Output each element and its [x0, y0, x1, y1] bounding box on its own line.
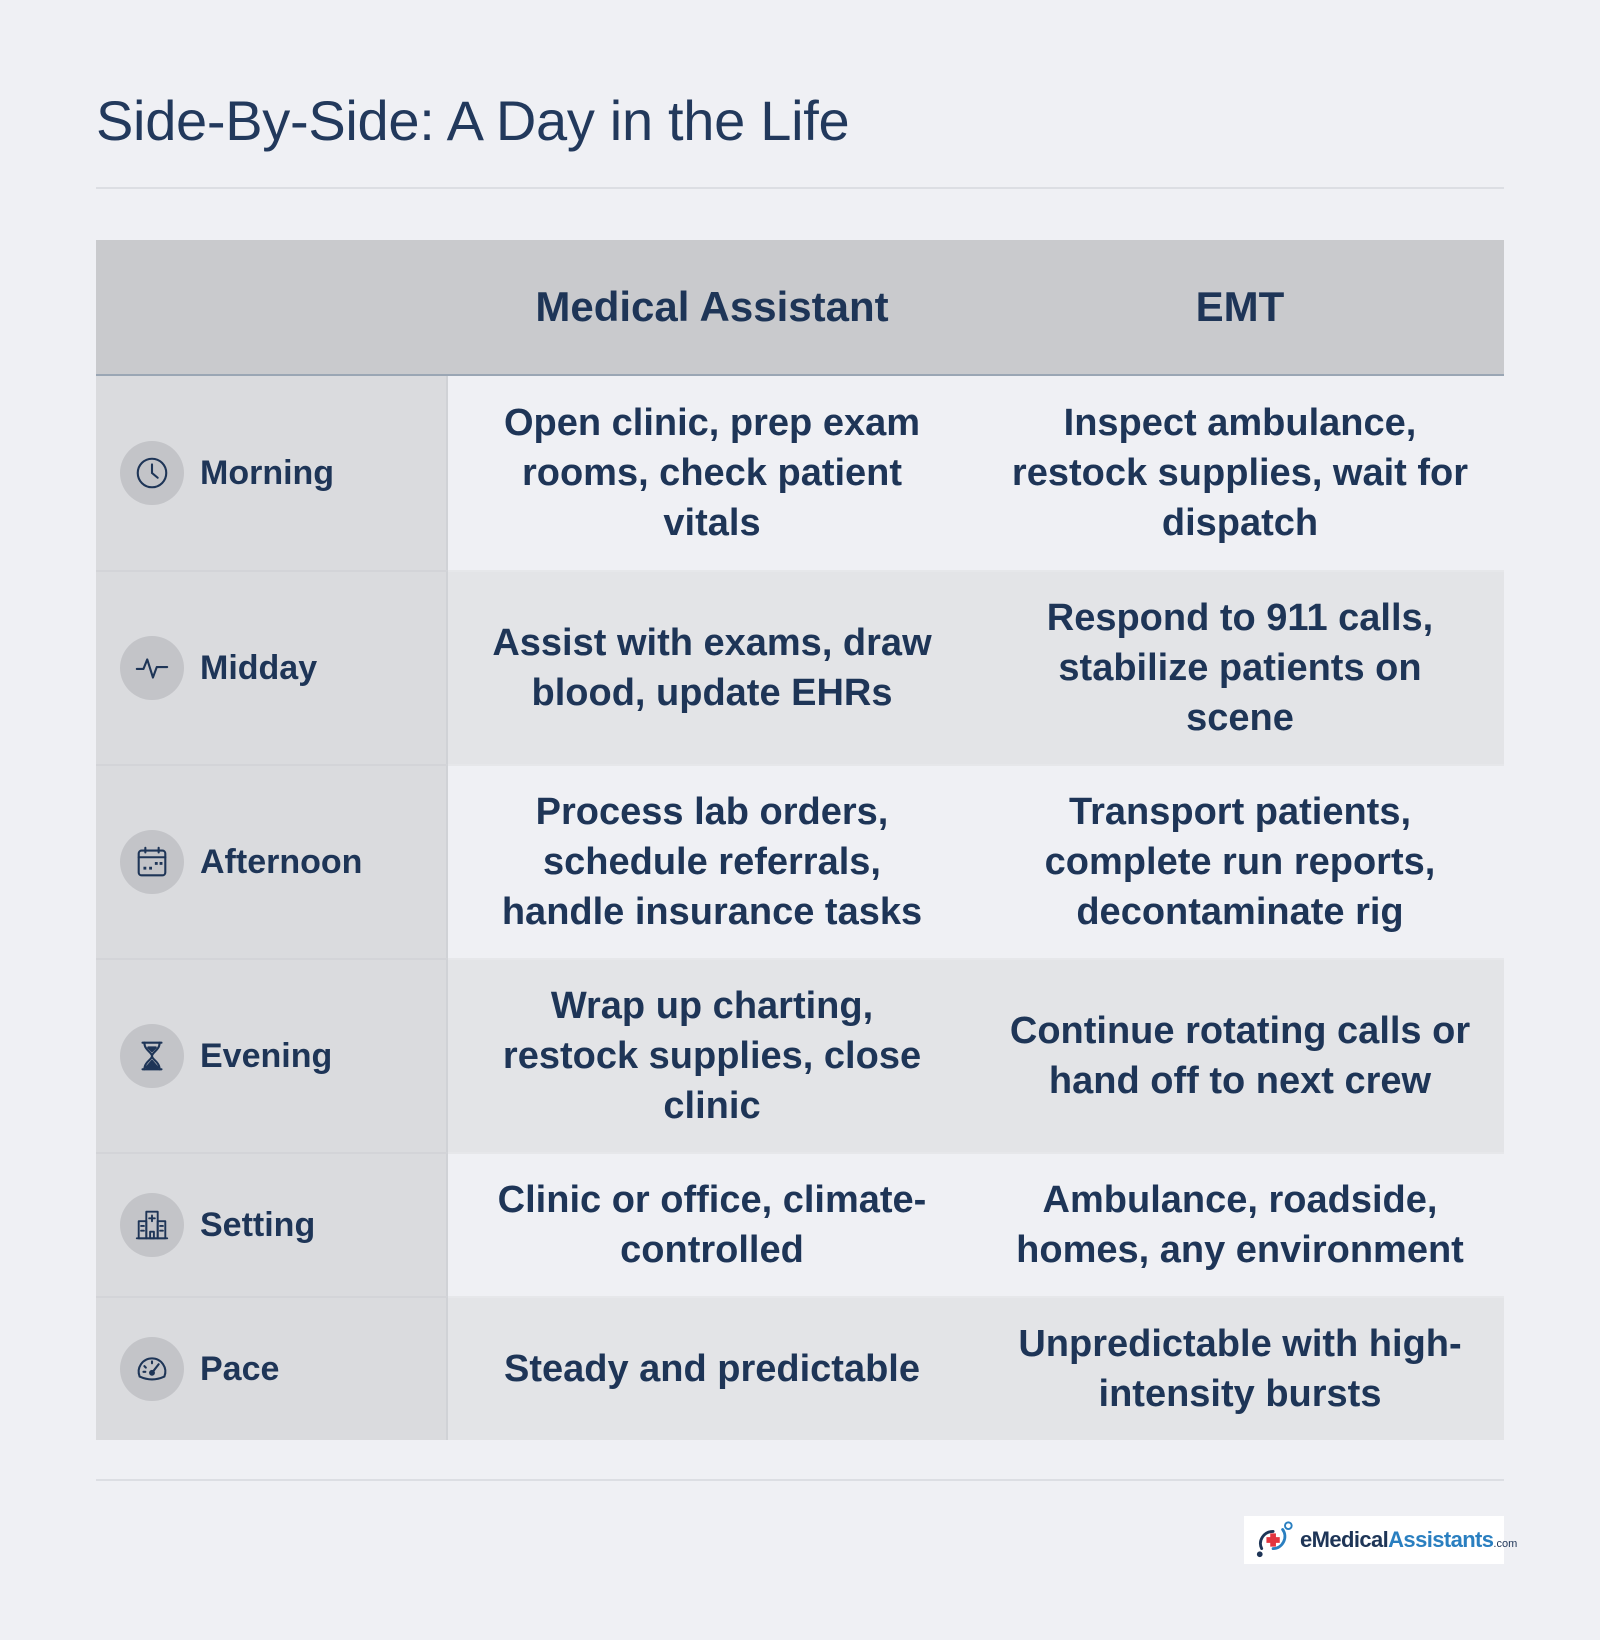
table-row-evening — [96, 958, 1504, 1152]
pulse-icon — [120, 636, 184, 700]
cell-medical-assistant: Open clinic, prep exam rooms, check patient vitals — [448, 376, 976, 570]
row-label-cell — [96, 376, 448, 570]
table-row-afternoon — [96, 764, 1504, 958]
cell-emt: Continue rotating calls or hand off to next crew — [976, 958, 1504, 1152]
top-divider — [96, 187, 1504, 189]
table-row-setting — [96, 1152, 1504, 1296]
brand-logo — [1244, 1516, 1518, 1564]
hospital-icon — [120, 1193, 184, 1257]
row-label: Evening — [200, 1036, 333, 1075]
row-label: Afternoon — [200, 842, 363, 881]
cell-emt: Inspect ambulance, restock supplies, wait for dispatch — [976, 376, 1504, 570]
logo-mark-icon — [1254, 1520, 1296, 1560]
clock-icon — [120, 441, 184, 505]
table-row-midday — [96, 570, 1504, 764]
cell-medical-assistant: Assist with exams, draw blood, update EHRs — [448, 570, 976, 764]
bottom-divider — [96, 1479, 1504, 1481]
row-label-cell — [96, 764, 448, 958]
page-title: Side-By-Side: A Day in the Life — [96, 89, 850, 152]
calendar-icon — [120, 830, 184, 894]
cell-medical-assistant: Clinic or office, climate-controlled — [448, 1152, 976, 1296]
cell-medical-assistant: Process lab orders, schedule referrals, handle insurance tasks — [448, 764, 976, 958]
row-label-cell — [96, 1152, 448, 1296]
row-label: Pace — [200, 1349, 280, 1388]
table-row-pace — [96, 1296, 1504, 1440]
column-header-emt: EMT — [1195, 283, 1285, 330]
cell-medical-assistant: Wrap up charting, restock supplies, close clinic — [448, 958, 976, 1152]
table-header — [96, 240, 1504, 376]
hourglass-icon — [120, 1024, 184, 1088]
cell-emt: Transport patients, complete run reports, decontaminate rig — [976, 764, 1504, 958]
row-label-cell — [96, 1296, 448, 1440]
speedometer-icon — [120, 1337, 184, 1401]
logo-text: eMedicalAssistants.com — [1300, 1527, 1518, 1552]
row-label: Midday — [200, 648, 318, 687]
column-header-medical-assistant: Medical Assistant — [535, 283, 889, 330]
row-label: Setting — [200, 1205, 316, 1244]
table-row-morning — [96, 376, 1504, 570]
cell-emt: Ambulance, roadside, homes, any environment — [976, 1152, 1504, 1296]
header-corner — [96, 240, 448, 374]
cell-medical-assistant: Steady and predictable — [448, 1296, 976, 1440]
row-label-cell — [96, 570, 448, 764]
cell-emt: Respond to 911 calls, stabilize patients on scene — [976, 570, 1504, 764]
comparison-table — [96, 240, 1504, 1440]
row-label: Morning — [200, 453, 335, 492]
cell-emt: Unpredictable with high-intensity bursts — [976, 1296, 1504, 1440]
row-label-cell — [96, 958, 448, 1152]
